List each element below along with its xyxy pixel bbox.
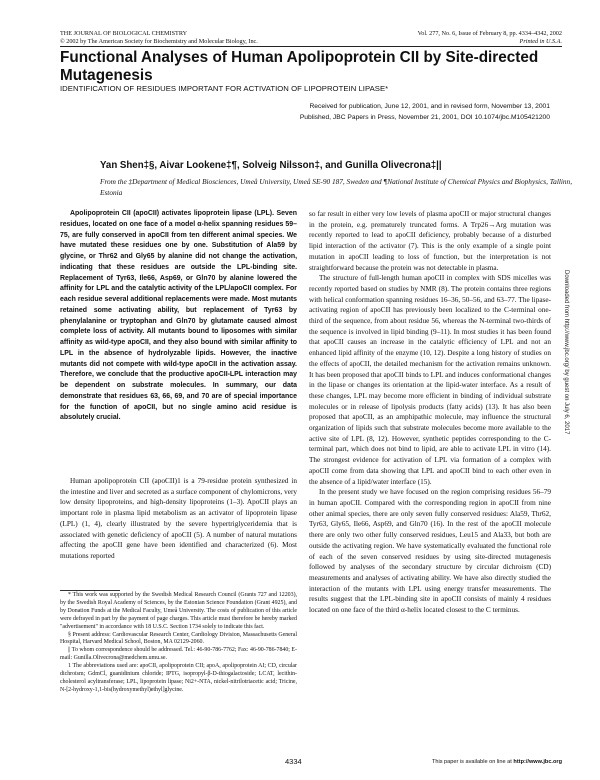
- published-line: Published, JBC Papers in Press, November 21, 2001, DOI 10.1074/jbc.M105421200: [299, 113, 550, 121]
- article-subtitle: IDENTIFICATION OF RESIDUES IMPORTANT FOR ACTIVATION OF LIPOPROTEIN LIPASE*: [60, 84, 389, 93]
- article-title: Functional Analyses of Human Apolipoprotein CII by Site-directed Mutagenesis: [60, 49, 539, 84]
- affiliation: From the ‡Department of Medical Biosciences, Umeå University, Umeå SE-90 187, Sweden and ¶National Institute of Chemical Physics and Biophysics, Tallinn, Estonia: [100, 177, 573, 197]
- footnote-address: § Present address: Cardiovascular Research Center, Cardiology Division, Massachusetts General Hospital, Harvard Medical School, Boston, MA 02129-2060.: [60, 631, 297, 646]
- journal-url-link[interactable]: http://www.jbc.org: [513, 759, 562, 765]
- footnote-separator: [60, 590, 120, 591]
- online-prefix: This paper is available on line at: [431, 759, 512, 765]
- right-column: [309, 209, 551, 616]
- abstract: Apolipoprotein CII (apoCII) activates lipoprotein lipase (LPL). Seven residues, located on one face of a model α-helix spanning residues 59–75, are fully conserved in apoCII from ten different animal species. We have mutated these residues one by one. Substitution of Ala59 by glycine, or Thr62 and Gly65 by alanine did not change the activation, indicating that these residues are outside the LPL-binding site. Replacement of Tyr63, Ile66, Asp69, or Gln70 by alanine lowered the affinity for LPL and the catalytic activity of the LPL/apoCII complex. For each residue several additional replacements were made. Most mutants retained some activating ability, but replacement of Tyr63 by phenylalanine or tryptophan and Gln70 by glutamate caused almost complete loss of activity. All mutants bound to liposomes with similar affinity as wild-type apoCII, and they also bound with similar affinity to LPL in the absence of hydrolyzable lipids. However, the inactive mutants did not compete with wild-type apoCII in the activation assay. Therefore, we conclude that the productive apoCII-LPL interaction may be dependent on substrate molecules. In summary, our data demonstrate that residues 63, 66, 69, and 70 are of special importance for the function of apoCII, but no single amino acid residue is absolutely crucial.: [60, 210, 297, 422]
- journal-header-right: [418, 30, 562, 45]
- printed-line: Printed in U.S.A.: [519, 37, 562, 45]
- page-number: 4334: [285, 757, 302, 766]
- footnotes: [60, 592, 297, 695]
- author-list: Yan Shen‡§, Aivar Lookene‡¶, Solveig Nilsson‡, and Gunilla Olivecrona‡||: [100, 160, 442, 171]
- download-watermark: Downloaded from http://www.jbc.org/ by guest on July 6, 2017: [563, 270, 569, 435]
- right-paragraph-2: The structure of full-length human apoCII in complex with SDS micelles was recently reported based on studies by NMR (8). The protein contains three regions with helical conformation spanning residues 16–36, 50–56, and 63–77. The lipase-activating region of apoCII has previously been localized to the C-terminal one-third of the sequence, from about residue 56, whereas the N-terminal two-thirds of the sequence is involved in lipid binding (9–11). In most studies it has been found that apoCII causes an increase in the catalytic efficiency of LPL and not an enhanced lipid affinity of the enzyme (10, 12). Despite a long history of studies on the effects of apoCII, the detailed mechanism for the activation remains unknown. It has been proposed that apoCII binds to LPL and induces conformational changes in the lipase or changes its orientation at the lipid-water interface. As a result of these changes, LPL may become more efficient in binding of individual substrate molecules or in release of lipolysis products (fatty acids) (13). It has also been proposed that apoCII, as an amphipathic molecule, may influence the structural organization of lipids such that substrate molecules become more available to the active site of LPL (8, 12). However, synthetic peptides corresponding to the C-terminal part, which does not bind to lipid, are able to activate LPL in vitro (14). The strongest evidence for activation of LPL via formation of a complex with apoCII come from data showing that LPL and apoCII bind to each other even in the absence of a lipid/water interface (15).: [309, 274, 551, 486]
- volume-line: Vol. 277, No. 6, Issue of February 8, pp. 4334–4342, 2002: [417, 30, 562, 37]
- right-paragraph-1: so far result in either very low levels of plasma apoCII or major structural changes in the protein, e.g. prematurely truncated forms. A Trp26→Arg mutation was recently reported to lead to apoCII deficiency, probably because of a disturbed lipid interaction of the activator (7). This is the only example of a single point mutation in apoCII leading to loss of function, but the interpretation is not straightforward because the protein was not detectable in plasma.: [309, 210, 551, 272]
- header-rule: [60, 46, 562, 47]
- footnote-correspondence: || To whom correspondence should be addressed. Tel.: 46-90-786-7762; Fax: 46-90-786-7840; E-mail: Gunilla.Olivecrona@medchem.umu.se.: [60, 647, 297, 662]
- journal-name: THE JOURNAL OF BIOLOGICAL CHEMISTRY: [60, 30, 188, 37]
- footnote-funding: * This work was supported by the Swedish Medical Research Council (Grants 727 and 12203), by the Swedish Royal Academy of Sciences, by the Estonian Science Foundation (Grant 4925), and by Donation Funds at the Medical Faculty, Umeå University. The costs of publication of this article were defrayed in part by the payment of page charges. This article must therefore be hereby marked "advertisement" in accordance with 18 U.S.C. Section 1734 solely to indicate this fact.: [60, 592, 297, 630]
- copyright-line: © 2002 by The American Society for Biochemistry and Molecular Biology, Inc.: [60, 37, 258, 45]
- right-paragraph-3: In the present study we have focused on the region comprising residues 56–79 in human apoCII. Compared with the corresponding region in apoCII from nine other animal species, there are only seven fully conserved residues: Ala59, Thr62, Tyr63, Gly65, Ile66, Asp69, and Gln70 (16). In the rest of the apoCII molecule there are only two other fully conserved residues, Leu15 and Ala33, but both are outside the activating region. We have systematically evaluated the functional role of each of the seven conserved residues by using site-directed mutagenesis followed by analyses of the secondary structure by circular dichroism (CD) measurements and analyses of activating ability. We have also directly studied the interaction of the mutants with LPL using energy transfer measurements. The results suggest that the LPL-binding site in apoCII consists of mainly 4 residues located on one face of the third α-helix located closest to the C terminus.: [309, 488, 551, 615]
- received-dates: [300, 102, 550, 123]
- journal-header-left: [60, 30, 258, 45]
- received-line: Received for publication, June 12, 2001, and in revised form, November 13, 2001: [309, 103, 550, 110]
- introduction-column: [60, 476, 297, 562]
- intro-paragraph: Human apolipoprotein CII (apoCII)1 is a 79-residue protein synthesized in the intestine and liver and secreted as a surface component of chylomicrons, very low density lipoproteins, and high-density lipoproteins (1–3). ApoCII plays an important role in plasma lipid metabolism as an activator of lipoprotein lipase (LPL) (1, 4), clearly illustrated by the severe hypertriglyceridemia that is associated with genetic deficiency of apoCII (5). A number of natural mutations affecting the apoCII gene have been identified and characterized (6). Most mutations reported: [60, 477, 297, 560]
- footnote-abbreviations: 1 The abbreviations used are: apoCII, apolipoprotein CII; apoA, apolipoprotein AI; CD, circular dichroism; GdmCl, guanidinium chloride; IPTG, isopropyl-β-D-thiogalactoside; LCAT, lecithin-cholesterol acyltransferase; LPL, lipoprotein lipase; Ni2+-NTA, nickel-nitrilotriacetic acid; Tricine, N-[2-hydroxy-1,1-bis(hydroxymethyl)ethyl]glycine.: [60, 663, 297, 693]
- online-availability: [432, 759, 562, 765]
